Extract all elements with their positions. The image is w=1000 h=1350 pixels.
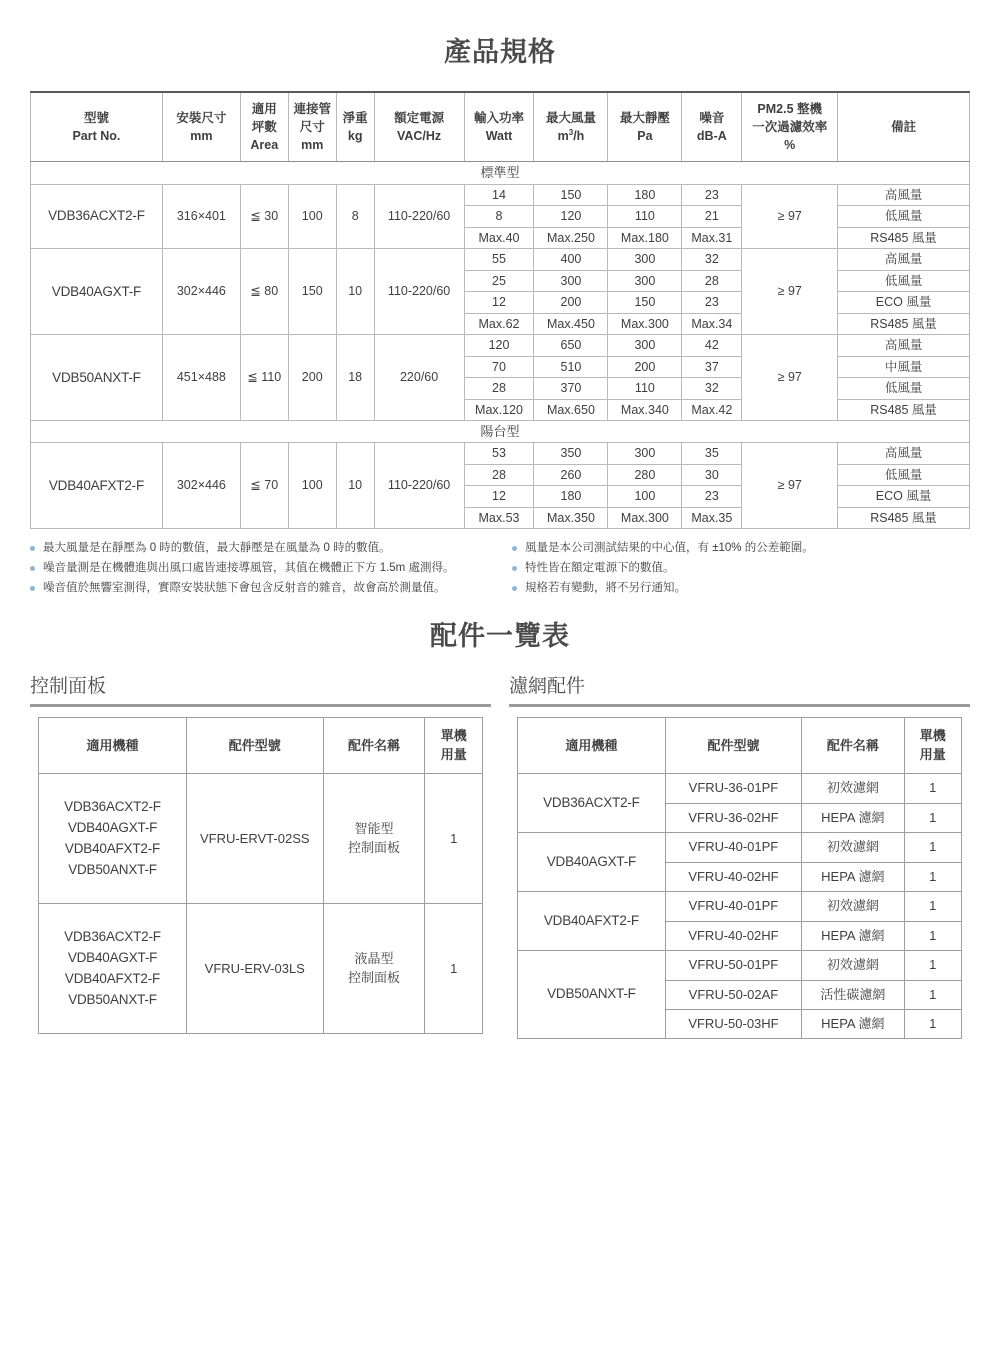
filter-cell-part: VFRU-50-03HF (665, 1010, 801, 1039)
footnote-item: 風量是本公司測試結果的中心值，有 ±10% 的公差範圍。 (510, 539, 972, 559)
cell-input-power: 25 (464, 270, 534, 292)
panel-col-header-models: 適用機種 (39, 718, 187, 774)
cell-noise: Max.31 (682, 227, 742, 249)
filter-cell-name: HEPA 濾網 (802, 1010, 904, 1039)
cell-area: ≦ 110 (240, 335, 288, 421)
cell-noise: Max.35 (682, 507, 742, 529)
cell-max-pressure: Max.300 (608, 507, 682, 529)
cell-noise: Max.42 (682, 399, 742, 421)
filter-row (518, 892, 962, 921)
control-panel-heading: 控制面板 (30, 676, 107, 698)
cell-noise: 35 (682, 443, 742, 465)
filter-cell-name: 初效濾網 (802, 892, 904, 921)
control-panel-section (30, 671, 491, 1039)
cell-part-no: VDB36ACXT2-F (31, 184, 163, 249)
filter-cell-name: 初效濾網 (802, 833, 904, 862)
cell-max-airflow: Max.250 (534, 227, 608, 249)
cell-part-no: VDB50ANXT-F (31, 335, 163, 421)
filter-table-body (518, 774, 962, 1039)
cell-noise: 23 (682, 184, 742, 206)
filter-cell-qty: 1 (904, 980, 961, 1009)
cell-input-power: 12 (464, 292, 534, 314)
cell-remark: RS485 風量 (838, 227, 970, 249)
cell-remark: 中風量 (838, 356, 970, 378)
filter-cell-name: 初效濾網 (802, 774, 904, 803)
cell-max-pressure: 300 (608, 443, 682, 465)
cell-pm25: ≥ 97 (742, 335, 838, 421)
cell-input-power: 8 (464, 206, 534, 228)
filter-heading: 濾網配件 (509, 676, 586, 698)
cell-input-power: 55 (464, 249, 534, 271)
panel-cell-qty: 1 (425, 904, 483, 1034)
col-header-weight: 淨重 kg (336, 92, 374, 162)
cell-power-supply: 110-220/60 (374, 443, 464, 529)
spec-group-row (31, 162, 970, 184)
cell-remark: RS485 風量 (838, 313, 970, 335)
filter-col-header-name: 配件名稱 (802, 718, 904, 774)
filter-cell-model: VDB36ACXT2-F (518, 774, 666, 833)
cell-remark: RS485 風量 (838, 507, 970, 529)
col-header-pm25-efficiency: PM2.5 整機 一次過濾效率 % (742, 92, 838, 162)
page-title-accessories: 配件一覽表 (430, 621, 570, 652)
cell-max-pressure: 100 (608, 486, 682, 508)
spec-row (31, 249, 970, 271)
cell-noise: 21 (682, 206, 742, 228)
filter-cell-name: HEPA 濾網 (802, 921, 904, 950)
bullet-icon (512, 546, 517, 551)
spec-row (31, 443, 970, 465)
spec-row (31, 335, 970, 357)
filter-col-header-models: 適用機種 (518, 718, 666, 774)
cell-remark: 低風量 (838, 270, 970, 292)
cell-remark: 高風量 (838, 249, 970, 271)
cell-remark: 高風量 (838, 443, 970, 465)
filter-cell-qty: 1 (904, 803, 961, 832)
col-header-install-size: 安裝尺寸 mm (162, 92, 240, 162)
panel-row (39, 774, 483, 904)
spec-table-body (31, 162, 970, 529)
cell-noise: 32 (682, 378, 742, 400)
cell-weight: 10 (336, 443, 374, 529)
cell-input-power: Max.120 (464, 399, 534, 421)
cell-input-power: Max.62 (464, 313, 534, 335)
spec-row (31, 184, 970, 206)
panel-model-item: VDB40AGXT-F (67, 949, 158, 965)
cell-max-airflow: 650 (534, 335, 608, 357)
filter-section (509, 671, 970, 1039)
col-header-area: 適用 坪數 Area (240, 92, 288, 162)
filter-cell-part: VFRU-40-02HF (665, 862, 801, 891)
col-header-part-no: 型號 Part No. (31, 92, 163, 162)
cell-max-airflow: 200 (534, 292, 608, 314)
filter-cell-qty: 1 (904, 921, 961, 950)
bullet-icon (512, 566, 517, 571)
panel-row (39, 904, 483, 1034)
cell-remark: ECO 風量 (838, 292, 970, 314)
filter-cell-part: VFRU-36-02HF (665, 803, 801, 832)
cell-power-supply: 110-220/60 (374, 184, 464, 249)
col-header-noise: 噪音 dB-A (682, 92, 742, 162)
cell-max-pressure: 150 (608, 292, 682, 314)
panel-model-item: VDB50ANXT-F (68, 861, 157, 877)
cell-area: ≦ 30 (240, 184, 288, 249)
specification-table (30, 91, 970, 529)
col-header-power-supply: 額定電源 VAC/Hz (374, 92, 464, 162)
cell-max-pressure: 300 (608, 335, 682, 357)
cell-duct-size: 150 (288, 249, 336, 335)
panel-model-item: VDB36ACXT2-F (64, 799, 161, 815)
filter-cell-name: 初效濾網 (802, 951, 904, 980)
panel-col-header-qty: 單機 用量 (425, 718, 483, 774)
footnotes-left-column (28, 539, 500, 598)
cell-install-size: 451×488 (162, 335, 240, 421)
filter-cell-qty: 1 (904, 1010, 961, 1039)
panel-model-item: VDB40AFXT2-F (64, 840, 161, 856)
cell-install-size: 302×446 (162, 249, 240, 335)
cell-max-airflow: 400 (534, 249, 608, 271)
cell-input-power: Max.53 (464, 507, 534, 529)
cell-noise: 23 (682, 486, 742, 508)
cell-duct-size: 100 (288, 184, 336, 249)
control-panel-divider (30, 704, 491, 707)
cell-max-airflow: 300 (534, 270, 608, 292)
cell-remark: 低風量 (838, 206, 970, 228)
col-header-remark: 備註 (838, 92, 970, 162)
cell-input-power: 12 (464, 486, 534, 508)
cell-input-power: 14 (464, 184, 534, 206)
filter-row (518, 774, 962, 803)
cell-pm25: ≥ 97 (742, 184, 838, 249)
control-panel-table-body (39, 774, 483, 1034)
bullet-icon (30, 566, 35, 571)
bullet-icon (512, 586, 517, 591)
panel-model-item: VDB50ANXT-F (68, 991, 157, 1007)
cell-part-no: VDB40AFXT2-F (31, 443, 163, 529)
filter-cell-part: VFRU-40-02HF (665, 921, 801, 950)
footnote-item: 噪音量測是在機體進與出風口處皆連接導風管，其值在機體正下方 1.5m 處測得。 (28, 559, 500, 579)
cell-noise: 30 (682, 464, 742, 486)
filter-row (518, 951, 962, 980)
panel-cell-name: 智能型 控制面板 (323, 774, 425, 904)
spec-group-label: 陽台型 (31, 421, 970, 443)
cell-weight: 8 (336, 184, 374, 249)
footnote-item: 特性皆在額定電源下的數值。 (510, 559, 972, 579)
cell-max-airflow: Max.350 (534, 507, 608, 529)
filter-col-header-part: 配件型號 (665, 718, 801, 774)
cell-noise: 23 (682, 292, 742, 314)
filter-table (517, 717, 962, 1039)
col-header-duct-size: 連接管 尺寸 mm (288, 92, 336, 162)
cell-input-power: 120 (464, 335, 534, 357)
cell-noise: 42 (682, 335, 742, 357)
page-title-specifications: 產品規格 (444, 37, 556, 67)
cell-remark: ECO 風量 (838, 486, 970, 508)
filter-col-header-qty: 單機 用量 (904, 718, 961, 774)
cell-power-supply: 220/60 (374, 335, 464, 421)
cell-pm25: ≥ 97 (742, 443, 838, 529)
panel-cell-qty: 1 (425, 774, 483, 904)
cell-part-no: VDB40AGXT-F (31, 249, 163, 335)
cell-input-power: 28 (464, 464, 534, 486)
cell-remark: 高風量 (838, 184, 970, 206)
cell-noise: 37 (682, 356, 742, 378)
filter-cell-qty: 1 (904, 833, 961, 862)
cell-max-airflow: 260 (534, 464, 608, 486)
filter-cell-name: HEPA 濾網 (802, 803, 904, 832)
cell-input-power: 28 (464, 378, 534, 400)
cell-power-supply: 110-220/60 (374, 249, 464, 335)
cell-max-pressure: Max.180 (608, 227, 682, 249)
filter-cell-part: VFRU-50-02AF (665, 980, 801, 1009)
filter-cell-qty: 1 (904, 862, 961, 891)
cell-max-pressure: 300 (608, 249, 682, 271)
col-header-max-pressure: 最大靜壓 Pa (608, 92, 682, 162)
control-panel-table (38, 717, 483, 1034)
filter-cell-part: VFRU-36-01PF (665, 774, 801, 803)
panel-cell-models (39, 774, 187, 904)
spec-group-label: 標準型 (31, 162, 970, 184)
cell-area: ≦ 80 (240, 249, 288, 335)
cell-max-airflow: 150 (534, 184, 608, 206)
bullet-icon (30, 546, 35, 551)
cell-max-airflow: 370 (534, 378, 608, 400)
spec-table-container (0, 69, 1000, 529)
filter-cell-part: VFRU-40-01PF (665, 833, 801, 862)
cell-noise: 28 (682, 270, 742, 292)
cell-max-pressure: 200 (608, 356, 682, 378)
cell-max-pressure: Max.340 (608, 399, 682, 421)
accessories-area (0, 653, 1000, 1039)
filter-cell-qty: 1 (904, 892, 961, 921)
filter-cell-part: VFRU-40-01PF (665, 892, 801, 921)
panel-cell-part: VFRU-ERVT-02SS (186, 774, 323, 904)
cell-remark: 高風量 (838, 335, 970, 357)
cell-weight: 10 (336, 249, 374, 335)
filter-cell-name: HEPA 濾網 (802, 862, 904, 891)
cell-max-airflow: 510 (534, 356, 608, 378)
cell-input-power: 53 (464, 443, 534, 465)
cell-max-airflow: 350 (534, 443, 608, 465)
footnote-item: 最大風量是在靜壓為 0 時的數值，最大靜壓是在風量為 0 時的數值。 (28, 539, 500, 559)
panel-model-item: VDB40AGXT-F (67, 819, 158, 835)
cell-max-pressure: 280 (608, 464, 682, 486)
cell-max-airflow: 120 (534, 206, 608, 228)
cell-duct-size: 200 (288, 335, 336, 421)
cell-max-pressure: 110 (608, 378, 682, 400)
cell-remark: 低風量 (838, 464, 970, 486)
cell-duct-size: 100 (288, 443, 336, 529)
filter-cell-model: VDB40AGXT-F (518, 833, 666, 892)
panel-cell-models (39, 904, 187, 1034)
cell-noise: Max.34 (682, 313, 742, 335)
cell-max-airflow: 180 (534, 486, 608, 508)
cell-install-size: 302×446 (162, 443, 240, 529)
col-header-input-power: 輸入功率 Watt (464, 92, 534, 162)
cell-max-airflow: Max.650 (534, 399, 608, 421)
cell-input-power: 70 (464, 356, 534, 378)
filter-cell-qty: 1 (904, 774, 961, 803)
cell-pm25: ≥ 97 (742, 249, 838, 335)
spec-group-row (31, 421, 970, 443)
panel-cell-name: 液晶型 控制面板 (323, 904, 425, 1034)
footnote-item: 規格若有變動，將不另行通知。 (510, 579, 972, 599)
cell-remark: 低風量 (838, 378, 970, 400)
cell-max-pressure: 180 (608, 184, 682, 206)
cell-area: ≦ 70 (240, 443, 288, 529)
bullet-icon (30, 586, 35, 591)
cell-install-size: 316×401 (162, 184, 240, 249)
spec-table-header (31, 92, 970, 162)
filter-divider (509, 704, 970, 707)
filter-cell-part: VFRU-50-01PF (665, 951, 801, 980)
col-header-max-airflow: 最大風量 $m^3/h$ (534, 92, 608, 162)
filter-cell-model: VDB50ANXT-F (518, 951, 666, 1039)
cell-remark: RS485 風量 (838, 399, 970, 421)
panel-col-header-part: 配件型號 (186, 718, 323, 774)
panel-model-item: VDB36ACXT2-F (64, 929, 161, 945)
cell-weight: 18 (336, 335, 374, 421)
cell-input-power: Max.40 (464, 227, 534, 249)
cell-max-pressure: 110 (608, 206, 682, 228)
panel-model-item: VDB40AFXT2-F (64, 970, 161, 986)
filter-cell-model: VDB40AFXT2-F (518, 892, 666, 951)
panel-col-header-name: 配件名稱 (323, 718, 425, 774)
filter-row (518, 833, 962, 862)
cell-max-pressure: Max.300 (608, 313, 682, 335)
spec-footnotes (0, 529, 1000, 598)
footnote-item: 噪音值於無響室測得，實際安裝狀態下會包含反射音的雜音，故會高於測量值。 (28, 579, 500, 599)
cell-max-pressure: 300 (608, 270, 682, 292)
cell-noise: 32 (682, 249, 742, 271)
footnotes-right-column (500, 539, 972, 598)
cell-max-airflow: Max.450 (534, 313, 608, 335)
panel-cell-part: VFRU-ERV-03LS (186, 904, 323, 1034)
filter-cell-name: 活性碳濾網 (802, 980, 904, 1009)
filter-cell-qty: 1 (904, 951, 961, 980)
